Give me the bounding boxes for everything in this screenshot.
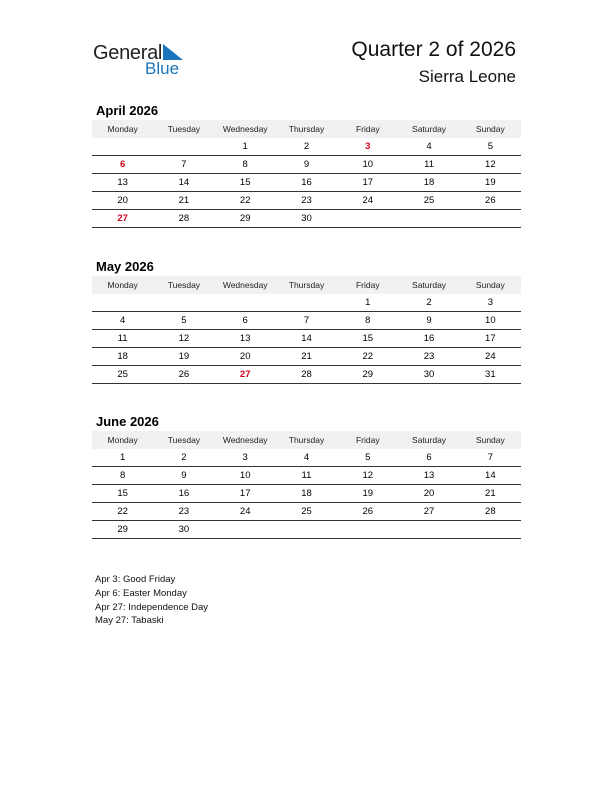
week-row — [92, 467, 521, 485]
holiday-day-cell: 27 — [92, 210, 153, 228]
weekday-label: Sunday — [460, 431, 521, 449]
month-june — [92, 413, 521, 539]
day-cell: 17 — [337, 174, 398, 192]
month-may — [92, 258, 521, 384]
day-cell: 15 — [215, 174, 276, 192]
month-title: May 2026 — [96, 259, 154, 274]
day-cell: 15 — [92, 485, 153, 503]
weekday-label: Wednesday — [215, 120, 276, 138]
day-cell: 8 — [337, 312, 398, 330]
day-cell: 2 — [398, 294, 459, 312]
day-cell: 4 — [92, 312, 153, 330]
day-cell: 25 — [276, 503, 337, 521]
day-cell: 4 — [398, 138, 459, 156]
holiday-note: Apr 27: Independence Day — [95, 601, 209, 613]
empty-day-cell — [92, 294, 153, 312]
holiday-day-cell: 27 — [215, 366, 276, 384]
day-cell: 2 — [153, 449, 214, 467]
day-cell: 12 — [460, 156, 521, 174]
week-row — [92, 366, 521, 384]
weekday-header-row — [92, 276, 521, 294]
day-cell: 1 — [215, 138, 276, 156]
day-cell: 16 — [398, 330, 459, 348]
day-cell: 20 — [92, 192, 153, 210]
country-name: Sierra Leone — [418, 67, 516, 86]
day-cell: 19 — [460, 174, 521, 192]
day-cell: 24 — [337, 192, 398, 210]
weekday-label: Thursday — [276, 120, 337, 138]
empty-day-cell — [215, 521, 276, 539]
day-cell: 16 — [153, 485, 214, 503]
empty-day-cell — [92, 138, 153, 156]
week-row — [92, 294, 521, 312]
day-cell: 7 — [153, 156, 214, 174]
day-cell: 27 — [398, 503, 459, 521]
empty-day-cell — [460, 210, 521, 228]
weekday-header-row — [92, 120, 521, 138]
weekday-label: Monday — [92, 120, 153, 138]
day-cell: 10 — [337, 156, 398, 174]
month-april — [92, 102, 521, 228]
day-cell: 5 — [460, 138, 521, 156]
empty-day-cell — [337, 210, 398, 228]
day-cell: 18 — [276, 485, 337, 503]
day-cell: 30 — [276, 210, 337, 228]
day-cell: 20 — [215, 348, 276, 366]
day-cell: 10 — [215, 467, 276, 485]
day-cell: 5 — [153, 312, 214, 330]
weekday-label: Sunday — [460, 276, 521, 294]
weekday-label: Friday — [337, 431, 398, 449]
day-cell: 7 — [276, 312, 337, 330]
empty-day-cell — [337, 521, 398, 539]
empty-day-cell — [153, 294, 214, 312]
week-row — [92, 330, 521, 348]
day-cell: 12 — [153, 330, 214, 348]
empty-day-cell — [276, 294, 337, 312]
calendar-table — [92, 120, 521, 228]
day-cell: 29 — [92, 521, 153, 539]
week-row — [92, 521, 521, 539]
weekday-label: Tuesday — [153, 120, 214, 138]
week-row — [92, 312, 521, 330]
week-row — [92, 210, 521, 228]
weekday-label: Tuesday — [153, 276, 214, 294]
day-cell: 31 — [460, 366, 521, 384]
day-cell: 13 — [92, 174, 153, 192]
day-cell: 28 — [460, 503, 521, 521]
logo-text-general: General — [93, 42, 163, 64]
day-cell: 18 — [398, 174, 459, 192]
day-cell: 30 — [153, 521, 214, 539]
week-row — [92, 192, 521, 210]
week-row — [92, 449, 521, 467]
day-cell: 1 — [337, 294, 398, 312]
weekday-label: Wednesday — [215, 431, 276, 449]
month-title: June 2026 — [96, 414, 159, 429]
empty-day-cell — [153, 138, 214, 156]
weekday-label: Tuesday — [153, 431, 214, 449]
day-cell: 5 — [337, 449, 398, 467]
day-cell: 30 — [398, 366, 459, 384]
day-cell: 11 — [92, 330, 153, 348]
holiday-day-cell: 6 — [92, 156, 153, 174]
day-cell: 22 — [337, 348, 398, 366]
day-cell: 25 — [92, 366, 153, 384]
day-cell: 29 — [215, 210, 276, 228]
day-cell: 26 — [337, 503, 398, 521]
weekday-label: Monday — [92, 276, 153, 294]
day-cell: 9 — [276, 156, 337, 174]
day-cell: 19 — [337, 485, 398, 503]
day-cell: 26 — [460, 192, 521, 210]
weekday-label: Sunday — [460, 120, 521, 138]
week-row — [92, 348, 521, 366]
day-cell: 22 — [92, 503, 153, 521]
week-row — [92, 485, 521, 503]
day-cell: 3 — [460, 294, 521, 312]
holiday-day-cell: 3 — [337, 138, 398, 156]
day-cell: 21 — [276, 348, 337, 366]
day-cell: 7 — [460, 449, 521, 467]
day-cell: 10 — [460, 312, 521, 330]
weekday-label: Saturday — [398, 276, 459, 294]
day-cell: 11 — [398, 156, 459, 174]
logo-text-blue: Blue — [145, 59, 180, 78]
empty-day-cell — [215, 294, 276, 312]
day-cell: 29 — [337, 366, 398, 384]
holiday-note: May 27: Tabaski — [95, 615, 164, 627]
day-cell: 2 — [276, 138, 337, 156]
day-cell: 9 — [153, 467, 214, 485]
day-cell: 23 — [276, 192, 337, 210]
week-row — [92, 156, 521, 174]
day-cell: 3 — [215, 449, 276, 467]
day-cell: 28 — [153, 210, 214, 228]
day-cell: 23 — [398, 348, 459, 366]
holiday-note: Apr 3: Good Friday — [95, 574, 176, 585]
day-cell: 26 — [153, 366, 214, 384]
weekday-label: Friday — [337, 120, 398, 138]
weekday-label: Thursday — [276, 276, 337, 294]
day-cell: 8 — [215, 156, 276, 174]
weekday-label: Thursday — [276, 431, 337, 449]
month-title: April 2026 — [96, 103, 159, 118]
empty-day-cell — [460, 521, 521, 539]
day-cell: 14 — [276, 330, 337, 348]
day-cell: 9 — [398, 312, 459, 330]
day-cell: 8 — [92, 467, 153, 485]
holiday-notes — [95, 573, 208, 628]
day-cell: 14 — [460, 467, 521, 485]
day-cell: 21 — [153, 192, 214, 210]
week-row — [92, 503, 521, 521]
holiday-note: Apr 6: Easter Monday — [95, 587, 187, 599]
weekday-label: Friday — [337, 276, 398, 294]
weekday-header-row — [92, 431, 521, 449]
day-cell: 6 — [215, 312, 276, 330]
day-cell: 23 — [153, 503, 214, 521]
calendar-table — [92, 431, 521, 539]
day-cell: 11 — [276, 467, 337, 485]
empty-day-cell — [398, 521, 459, 539]
day-cell: 20 — [398, 485, 459, 503]
week-row — [92, 174, 521, 192]
weekday-label: Wednesday — [215, 276, 276, 294]
day-cell: 22 — [215, 192, 276, 210]
day-cell: 24 — [215, 503, 276, 521]
empty-day-cell — [276, 521, 337, 539]
day-cell: 6 — [398, 449, 459, 467]
day-cell: 14 — [153, 174, 214, 192]
day-cell: 1 — [92, 449, 153, 467]
page-title: Quarter 2 of 2026 — [351, 38, 516, 61]
day-cell: 4 — [276, 449, 337, 467]
weekday-label: Saturday — [398, 431, 459, 449]
empty-day-cell — [398, 210, 459, 228]
day-cell: 24 — [460, 348, 521, 366]
weekday-label: Monday — [92, 431, 153, 449]
calendar-table — [92, 276, 521, 384]
day-cell: 13 — [215, 330, 276, 348]
day-cell: 15 — [337, 330, 398, 348]
week-row — [92, 138, 521, 156]
weekday-label: Saturday — [398, 120, 459, 138]
day-cell: 28 — [276, 366, 337, 384]
logo — [93, 40, 193, 80]
day-cell: 21 — [460, 485, 521, 503]
day-cell: 17 — [460, 330, 521, 348]
day-cell: 16 — [276, 174, 337, 192]
day-cell: 25 — [398, 192, 459, 210]
day-cell: 12 — [337, 467, 398, 485]
day-cell: 17 — [215, 485, 276, 503]
day-cell: 19 — [153, 348, 214, 366]
day-cell: 18 — [92, 348, 153, 366]
day-cell: 13 — [398, 467, 459, 485]
